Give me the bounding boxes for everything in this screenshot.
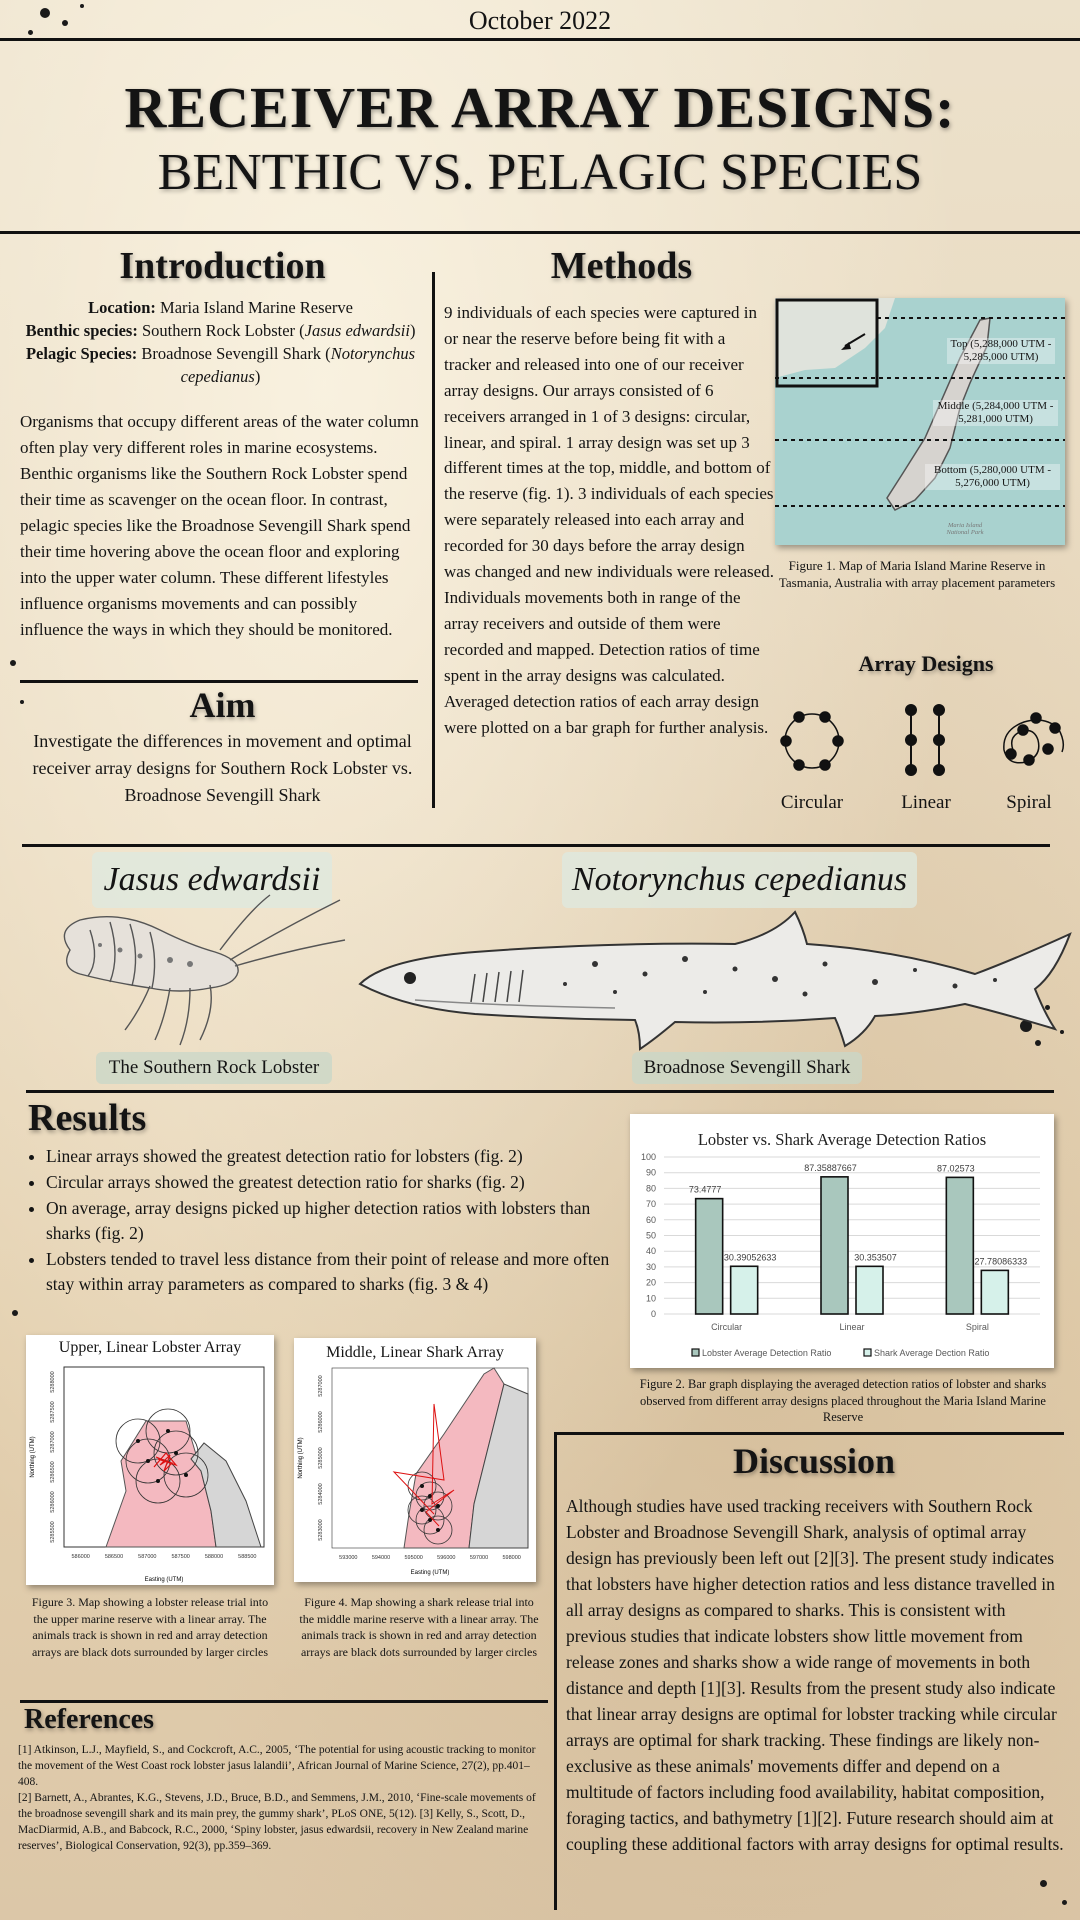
y-tick-label: 100 xyxy=(640,1152,656,1162)
lobster-common-name-label xyxy=(96,1052,332,1084)
shark-illustration xyxy=(355,904,1075,1054)
array-designs-heading: Array Designs xyxy=(858,651,994,676)
map-label-bottom: Bottom (5,280,000 UTM - 5,276,000 UTM) xyxy=(925,464,1060,490)
y-tick-label: 40 xyxy=(645,1246,656,1257)
shark-map-x-tick: 595000 xyxy=(404,1555,423,1561)
reference-item: [2] Barnett, A., Abrantes, K.G., Stevens, J.D., Bruce, B.D., and Semmens, J.M., 2010, ‘Fine-scale movements of the broadnose sevengill shark and its main prey, the gummy shark’, PLoS ONE, 5(12). [3] Kelly, S., Scott, D., MacDiarmid, A.B., and Babcock, R.C., 2000, ‘Spiny lobster, jasus edwardsii, recovery in New Zealand marine reserves’, Biological Conservation, 92(3), pp.359–369. xyxy=(18,1792,536,1852)
shark-bar xyxy=(981,1270,1008,1314)
results-bullet: • Circular arrays showed the greatest detection ratio for sharks (fig. 2) xyxy=(46,1170,614,1195)
lobster-map-x-tick: 587500 xyxy=(171,1554,190,1560)
lobster-bar xyxy=(946,1177,973,1314)
discussion-body: Although studies have used tracking receivers with Southern Rock Lobster and Broadnose Sevengill Shark, analysis of optimal array design has previously been left out [2][3]. The present study indicates that lobsters have higher detection ratios and less distance travelled in all array designs as compared to sharks. This is consistent with previous studies that indicate lobsters show little movement from release zones and sharks show a wide range of movements in both distance and depth [1][3]. Results from the present study also indicate that linear array designs are optimal for lobster tracking while circular arrays are optimal for shark tracking. These findings are likely non-exclusive as these animals' movements differ and depend on a multitude of factors including food availability, habitat composition, foraging tactics, and bathymetry [1][2]. Future research should aim at coupling these additional factors with array designs for optimal results. xyxy=(566,1496,1064,1854)
lobster-bar xyxy=(696,1199,723,1314)
y-tick-label: 60 xyxy=(645,1214,656,1225)
shark-map-x-tick: 593000 xyxy=(339,1555,358,1561)
benthic-common-name: Southern Rock Lobster ( xyxy=(141,321,305,340)
array-label-linear: Linear xyxy=(901,792,951,813)
lobster-map-y-tick: 5286500 xyxy=(50,1461,56,1483)
shark-map-ylabel: Northing (UTM) xyxy=(298,1437,304,1479)
shark-track-map-figure xyxy=(294,1338,536,1582)
pelagic-common-name: Broadnose Sevengill Shark ( xyxy=(141,344,331,363)
shark-map-y-tick: 5284000 xyxy=(318,1483,324,1505)
figure4-caption: Figure 4. Map showing a shark release trial into the middle marine reserve with a linear array. The animals track is shown in red and array detection arrays are black dots surrounded by larger circles xyxy=(299,1595,539,1659)
y-tick-label: 20 xyxy=(645,1277,656,1288)
aim-body: Investigate the differences in movement and optimal receiver array designs for Southern Rock Lobster vs. Broadnose Sevengill Shark xyxy=(32,731,413,805)
legend-label: Lobster Average Detection Ratio xyxy=(702,1348,832,1358)
references-list xyxy=(18,1742,548,1854)
y-tick-label: 50 xyxy=(645,1230,656,1241)
shark-map-x-tick: 596000 xyxy=(437,1555,456,1561)
column-divider xyxy=(432,272,435,808)
results-bullet: • Linear arrays showed the greatest detection ratio for lobsters (fig. 2) xyxy=(46,1144,614,1169)
poster-date: October 2022 xyxy=(468,6,612,35)
poster-subtitle: BENTHIC VS. PELAGIC SPECIES xyxy=(157,144,923,201)
shark-map-y-tick: 5283000 xyxy=(318,1519,324,1541)
circular-array-icon xyxy=(781,712,843,770)
methods-body: 9 individuals of each species were captured in or near the reserve before being fit with a tracker and released into one of our receiver array designs. Our arrays consisted of 6 receivers arranged in 1 of 3 designs: circular, linear, and spiral. 1 array design was set up 3 different times at the top, middle, and bottom of the reserve (fig. 1). 3 individuals of each species were separately released into each array and recorded for 30 days before the array design was changed and new individuals were released. Individuals movements both in range of the array receivers and outside of them were recorded and mapped. Detection ratios of time spent in the array designs was calculated. Averaged detection ratios of each array design were plotted on a bar graph for further analysis. xyxy=(444,303,774,737)
paren: ) xyxy=(409,321,416,340)
poster-title: RECEIVER ARRAY DESIGNS: xyxy=(124,75,956,140)
column-divider xyxy=(554,1432,557,1910)
map-label-top: Top (5,288,000 UTM - 5,285,000 UTM) xyxy=(947,338,1055,364)
divider xyxy=(20,680,418,683)
shark-common-name: Broadnose Sevengill Shark xyxy=(643,1057,851,1078)
pelagic-scientific-name: Notorynchus cepedianus xyxy=(180,344,416,386)
detection-ratio-chart xyxy=(630,1114,1054,1368)
figure1-caption: Figure 1. Map of Maria Island Marine Reserve in Tasmania, Australia with array placement parameters xyxy=(778,558,1056,590)
array-label-circular: Circular xyxy=(780,792,844,813)
lobster-common-name: The Southern Rock Lobster xyxy=(108,1057,320,1078)
lobster-map-y-tick: 5285500 xyxy=(50,1521,56,1543)
shark-map-xlabel: Easting (UTM) xyxy=(410,1570,450,1576)
divider xyxy=(26,1090,1054,1093)
data-label: 30.353507 xyxy=(854,1252,897,1263)
results-list xyxy=(24,1144,614,1298)
location-label: Location: xyxy=(88,298,156,317)
lobster-map-y-tick: 5288000 xyxy=(50,1371,56,1393)
shark-scientific-name-label xyxy=(562,852,917,908)
divider xyxy=(20,1700,548,1703)
divider xyxy=(22,844,1050,847)
data-label: 87.35887667 xyxy=(804,1162,857,1173)
study-details xyxy=(8,296,433,388)
y-tick-label: 90 xyxy=(645,1167,656,1178)
lobster-map-x-tick: 588500 xyxy=(238,1554,257,1560)
shark-scientific-name: Notorynchus cepedianus xyxy=(571,861,908,898)
array-label-spiral: Spiral xyxy=(1006,792,1052,813)
paren: ) xyxy=(254,367,261,386)
y-tick-label: 10 xyxy=(645,1293,656,1304)
results-bullet: • On average, array designs picked up higher detection ratios with lobsters than sharks (fig. 2) xyxy=(46,1196,614,1246)
chart-title: Lobster vs. Shark Average Detection Ratios xyxy=(697,1130,987,1149)
lobster-scientific-name: Jasus edwardsii xyxy=(103,861,321,898)
data-label: 30.39052633 xyxy=(723,1252,777,1263)
divider xyxy=(556,1432,1064,1435)
legend-label: Shark Average Dection Ratio xyxy=(874,1348,990,1358)
divider xyxy=(0,38,1080,41)
pelagic-label: Pelagic Species: xyxy=(25,344,138,363)
spiral-array-icon xyxy=(1004,713,1064,765)
lobster-map-y-tick: 5287000 xyxy=(50,1431,56,1453)
y-tick-label: 80 xyxy=(645,1183,656,1194)
array-designs-diagram xyxy=(776,698,1076,780)
shark-map-y-tick: 5285000 xyxy=(318,1447,324,1469)
lobster-map-xlabel: Easting (UTM) xyxy=(144,1577,184,1583)
shark-map-title: Middle, Linear Shark Array xyxy=(326,1344,504,1361)
reference-item: [1] Atkinson, L.J., Mayfield, S., and Cockcroft, A.C., 2005, ‘The potential for using acoustic tracking to monitor the movement of the West Coast rock lobster jasus lalandii’, African Journal of Marine Science, 27(2), pp.401–408. xyxy=(18,1744,536,1788)
shark-common-name-label xyxy=(632,1052,862,1084)
location-value: Maria Island Marine Reserve xyxy=(160,298,353,317)
lobster-map-y-tick: 5286000 xyxy=(50,1491,56,1513)
linear-array-icon xyxy=(906,705,944,775)
results-heading: Results xyxy=(28,1097,147,1139)
map-label-park: Maria Island National Park xyxy=(946,522,984,536)
x-tick-label: Circular xyxy=(711,1322,743,1332)
shark-bar xyxy=(856,1266,883,1314)
lobster-map-ylabel: Northing (UTM) xyxy=(30,1436,36,1478)
lobster-track-map-figure xyxy=(26,1335,274,1585)
lobster-map-x-tick: 586500 xyxy=(104,1554,124,1560)
introduction-body: Organisms that occupy different areas of the water column often play very different roles in marine ecosystems. Benthic organisms like the Southern Rock Lobster spend their time as scavenger on the ocean floor. In contrast, pelagic species like the Broadnose Sevengill Shark spend their time hovering above the ocean floor and exploring into the upper water column. These different lifestyles influence organisms movements and can possibly influence the ways in which they should be monitored. xyxy=(20,412,419,639)
lobster-map-x-tick: 587000 xyxy=(138,1554,157,1560)
y-tick-label: 70 xyxy=(645,1199,656,1210)
benthic-label: Benthic species: xyxy=(25,321,138,340)
figure2-caption: Figure 2. Bar graph displaying the averaged detection ratios of lobster and sharks observed from different array designs placed throughout the Maria Island Marine Reserve xyxy=(639,1377,1047,1424)
shark-bar xyxy=(731,1266,758,1314)
legend-swatch xyxy=(692,1349,699,1356)
references-heading: References xyxy=(24,1704,155,1735)
data-label: 27.78086333 xyxy=(974,1256,1028,1267)
lobster-map-x-tick: 588000 xyxy=(204,1554,224,1560)
divider xyxy=(0,231,1080,234)
data-label: 73.4777 xyxy=(688,1184,722,1195)
reserve-map-figure xyxy=(775,298,1065,545)
shark-map-x-tick: 597000 xyxy=(469,1555,489,1561)
aim-heading: Aim xyxy=(189,685,256,725)
figure3-caption: Figure 3. Map showing a lobster release trial into the upper marine reserve with a linear array. The animals track is shown in red and array detection arrays are black dots surrounded by larger circles xyxy=(31,1595,269,1659)
lobster-illustration xyxy=(40,890,350,1050)
x-tick-label: Linear xyxy=(839,1322,865,1332)
shark-map-y-tick: 5287000 xyxy=(318,1375,324,1397)
lobster-map-x-tick: 586000 xyxy=(71,1554,90,1560)
introduction-heading: Introduction xyxy=(119,245,326,287)
bar-chart xyxy=(630,1114,1054,1368)
legend-swatch xyxy=(864,1349,871,1356)
methods-heading: Methods xyxy=(550,245,693,287)
shark-map-x-tick: 598000 xyxy=(502,1555,521,1561)
shark-map-x-tick: 594000 xyxy=(371,1555,391,1561)
map-label-middle: Middle (5,284,000 UTM - 5,281,000 UTM) xyxy=(933,400,1058,426)
y-tick-label: 30 xyxy=(645,1261,656,1272)
lobster-map-y-tick: 5287500 xyxy=(50,1401,56,1423)
shark-map-y-tick: 5286000 xyxy=(318,1411,324,1433)
lobster-bar xyxy=(821,1177,848,1314)
discussion-heading: Discussion xyxy=(732,1441,896,1481)
benthic-scientific-name: Jasus edwardsii xyxy=(304,321,410,340)
data-label: 87.02573 xyxy=(937,1163,975,1174)
lobster-map-title: Upper, Linear Lobster Array xyxy=(58,1339,242,1356)
results-bullet: • Lobsters tended to travel less distance from their point of release and more often stay within array parameters as compared to sharks (fig. 3 & 4) xyxy=(46,1247,614,1297)
y-tick-label: 0 xyxy=(650,1309,656,1319)
x-tick-label: Spiral xyxy=(965,1322,989,1332)
